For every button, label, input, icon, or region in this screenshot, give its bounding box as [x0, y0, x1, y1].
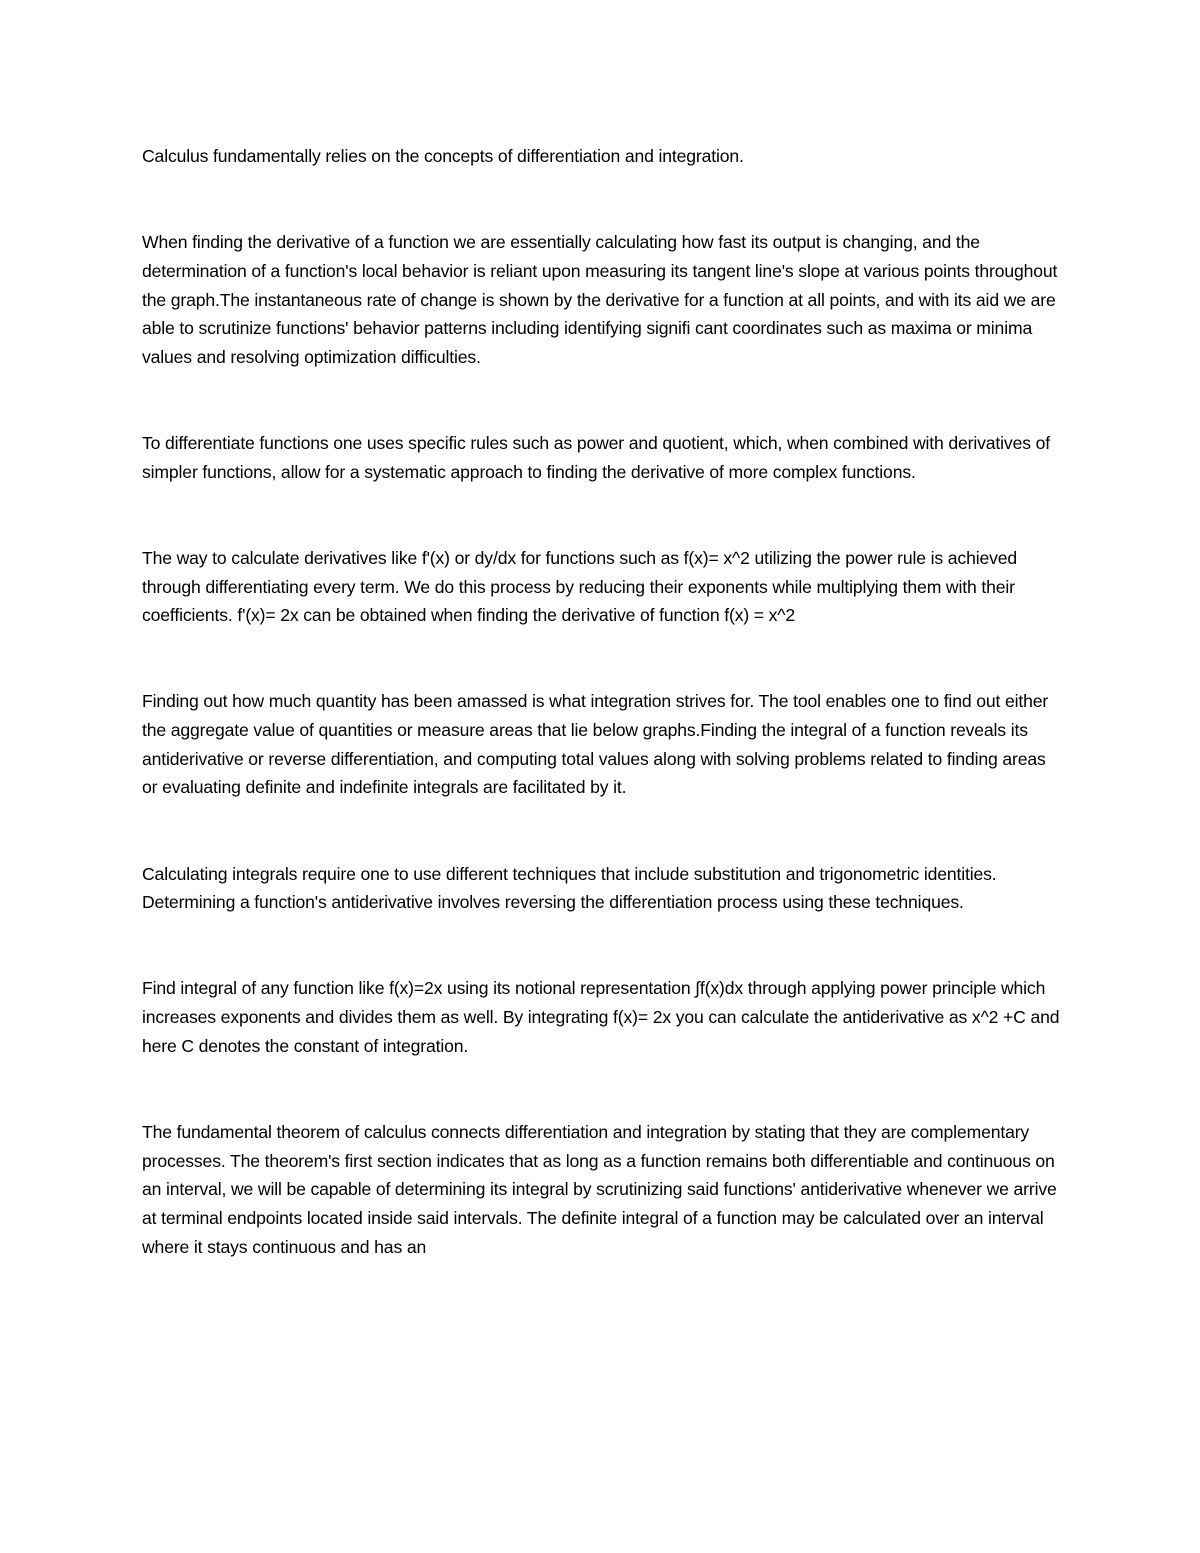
paragraph-intro: Calculus fundamentally relies on the concepts of differentiation and integration. — [142, 146, 744, 166]
paragraph-integration-definition: Finding out how much quantity has been amassed is what integration strives for. The tool enables one to find out either the aggregate value of quantities or measure areas that lie below graphs.Finding the integral of a function reveals its antiderivative or reverse differentiation, and computing total values along with solving problems related to finding areas or evaluating definite and indefinite integrals are facilitated by it. — [142, 691, 1049, 798]
paragraph-integration-techniques: Calculating integrals require one to use different techniques that include substitution and trigonometric identities. Determining a function's antiderivative involves reversing the differentiation process using these techniques. — [142, 863, 997, 913]
paragraph-fundamental-theorem: The fundamental theorem of calculus connects differentiation and integration by stating that they are complementary processes. The theorem's first section indicates that as long as a function remains both differentiable and continuous on an interval, we will be capable of determining its integral by scrutinizing said functions' antiderivative whenever we arrive at terminal endpoints located inside said intervals. The definite integral of a function may be calculated over an interval where it stays continuous and has an — [142, 1121, 1057, 1257]
paragraph-integral-example: Find integral of any function like f(x)=2x using its notional representation ∫f(x)dx through applying power principle which increases exponents and divides them as well. By integrating f(x)= 2x you can calculate the antiderivative as x^2 +C and here C denotes the constant of integration. — [142, 978, 1060, 1056]
document-body — [142, 142, 1062, 1319]
paragraph-differentiation-rules: To differentiate functions one uses specific rules such as power and quotient, which, when combined with derivatives of simpler functions, allow for a systematic approach to finding the derivative of more complex functions. — [142, 433, 1050, 482]
paragraph-power-rule-example: The way to calculate derivatives like f'(x) or dy/dx for functions such as f(x)= x^2 utilizing the power rule is achieved through differentiating every term. We do this process by reducing their exponents while multiplying them with their coefficients. f'(x)= 2x can be obtained when finding the derivative of function f(x) = x^2 — [142, 547, 1018, 626]
paragraph-derivative-definition: When finding the derivative of a function we are essentially calculating how fast its output is changing, and the determination of a function's local behavior is reliant upon measuring its tangent line's slope at various points throughout the graph.The instantaneous rate of change is shown by the derivative for a function at all points, and with its aid we are able to scrutinize functions' behavior patterns including identifying signifi cant coordinates such as maxima or minima values and resolving optimization difficulties. — [142, 232, 1058, 367]
